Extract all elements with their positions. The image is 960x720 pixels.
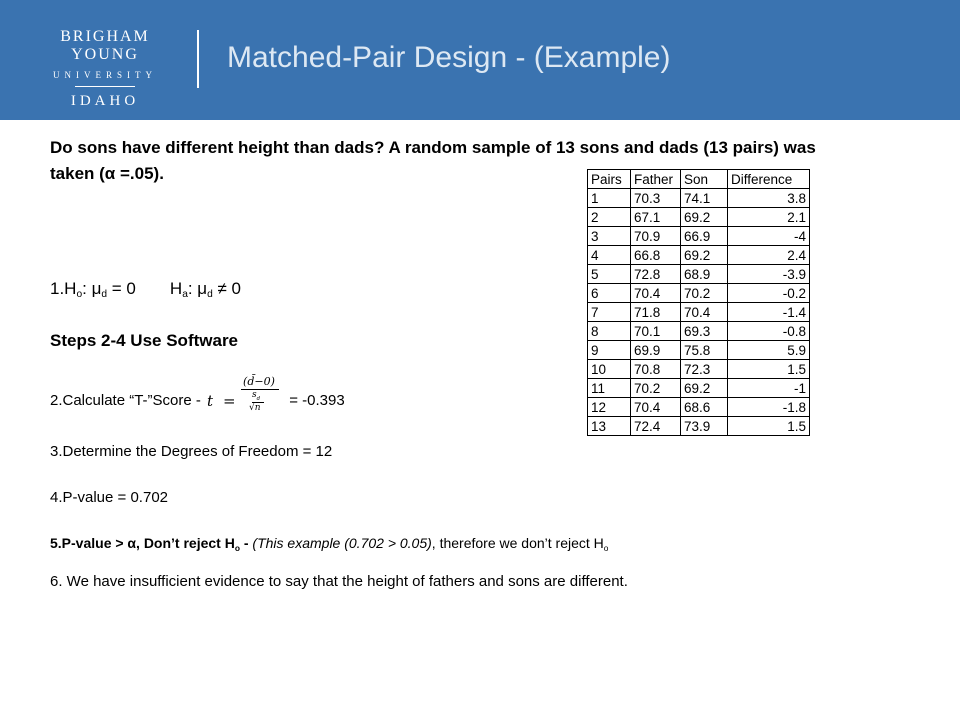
decision-dash: - (239, 535, 253, 551)
h0-mu: : μ (82, 279, 102, 298)
cell-son: 70.2 (681, 284, 728, 303)
cell-pair: 10 (588, 360, 631, 379)
cell-son: 73.9 (681, 417, 728, 436)
decision-italic: (This example (0.702 > 0.05) (252, 535, 432, 551)
p-value-line: 4.P-value = 0.702 (50, 489, 169, 506)
table-row (588, 303, 810, 322)
table-row (588, 246, 810, 265)
cell-pair: 9 (588, 341, 631, 360)
logo-line-brigham-young: BRIGHAM YOUNG (60, 28, 150, 63)
formula-equals: = (223, 392, 236, 410)
cell-difference: 1.5 (728, 417, 810, 436)
cell-pair: 6 (588, 284, 631, 303)
cell-father: 72.8 (631, 265, 681, 284)
header-father: Father (631, 170, 681, 189)
cell-pair: 4 (588, 246, 631, 265)
table-row (588, 379, 810, 398)
cell-son: 68.9 (681, 265, 728, 284)
table-row (588, 227, 810, 246)
cell-son: 75.8 (681, 341, 728, 360)
degrees-of-freedom-line: 3.Determine the Degrees of Freedom = 12 (50, 443, 333, 460)
cell-son: 70.4 (681, 303, 728, 322)
steps-heading: Steps 2-4 Use Software (50, 331, 239, 350)
header-pairs: Pairs (588, 170, 631, 189)
cell-difference: 3.8 (728, 189, 810, 208)
table-row (588, 341, 810, 360)
cell-father: 72.4 (631, 417, 681, 436)
ha-subscript: a (182, 289, 188, 300)
h0-subscript: o (76, 289, 83, 300)
cell-son: 74.1 (681, 189, 728, 208)
logo-line-university: UNIVERSITY (53, 70, 157, 80)
cell-father: 71.8 (631, 303, 681, 322)
cell-father: 70.4 (631, 398, 681, 417)
h0-value: = 0 (107, 279, 136, 298)
formula-t: t (207, 392, 214, 410)
cell-son: 72.3 (681, 360, 728, 379)
cell-difference: -3.9 (728, 265, 810, 284)
cell-son: 66.9 (681, 227, 728, 246)
cell-difference: 2.1 (728, 208, 810, 227)
cell-father: 69.9 (631, 341, 681, 360)
decision-bold: 5.P-value > α, Don’t reject H (50, 535, 235, 551)
decision-rest: , therefore we don’t reject H (431, 535, 604, 551)
cell-son: 69.2 (681, 208, 728, 227)
table-row (588, 360, 810, 379)
formula-sd (252, 390, 260, 402)
cell-difference: 5.9 (728, 341, 810, 360)
table-row (588, 284, 810, 303)
cell-pair: 11 (588, 379, 631, 398)
table-row (588, 322, 810, 341)
header-divider (197, 30, 199, 88)
slide-title: Matched-Pair Design - (Example) (227, 41, 671, 74)
cell-difference: -0.8 (728, 322, 810, 341)
table-row (588, 189, 810, 208)
decision-rest-subscript: o (603, 543, 609, 553)
cell-pair: 7 (588, 303, 631, 322)
byu-idaho-logo (25, 28, 185, 110)
cell-pair: 2 (588, 208, 631, 227)
cell-father: 70.4 (631, 284, 681, 303)
cell-difference: -1 (728, 379, 810, 398)
table-header-row (588, 170, 810, 189)
paired-data-table (587, 169, 810, 436)
conclusion-line: 6. We have insufficient evidence to say that the height of fathers and sons are different. (50, 573, 628, 590)
cell-father: 67.1 (631, 208, 681, 227)
cell-pair: 13 (588, 417, 631, 436)
header-son: Son (681, 170, 728, 189)
cell-pair: 12 (588, 398, 631, 417)
cell-difference: 1.5 (728, 360, 810, 379)
formula-sd-subscript: d (256, 396, 261, 402)
cell-father: 70.2 (631, 379, 681, 398)
cell-difference: 2.4 (728, 246, 810, 265)
cell-son: 69.3 (681, 322, 728, 341)
cell-father: 70.1 (631, 322, 681, 341)
formula-s: s (252, 390, 257, 400)
t-score-result: = -0.393 (285, 391, 345, 409)
cell-father: 70.8 (631, 360, 681, 379)
cell-father: 70.9 (631, 227, 681, 246)
header-difference: Difference (728, 170, 810, 189)
calculate-line (50, 375, 345, 421)
cell-difference: -1.4 (728, 303, 810, 322)
question-text: Do sons have different height than dads? A random sample of 13 sons and dads (13 pairs) was taken (α =.05). (50, 138, 816, 183)
table-row (588, 398, 810, 417)
cell-pair: 5 (588, 265, 631, 284)
h0-prefix: 1.H (50, 279, 77, 298)
t-score-formula (207, 375, 281, 421)
ha-mu: : μ (187, 279, 208, 298)
cell-father: 66.8 (631, 246, 681, 265)
formula-numerator: (d̄−0) (243, 375, 275, 388)
ha-d-subscript: d (207, 289, 213, 300)
cell-son: 69.2 (681, 246, 728, 265)
cell-difference: -0.2 (728, 284, 810, 303)
h0-d-subscript: d (101, 289, 108, 300)
table-row (588, 265, 810, 284)
table-row (588, 417, 810, 436)
cell-difference: -4 (728, 227, 810, 246)
table-row (588, 208, 810, 227)
cell-difference: -1.8 (728, 398, 810, 417)
hypotheses-line (50, 279, 241, 300)
cell-son: 69.2 (681, 379, 728, 398)
formula-sqrt-n: √n (249, 403, 261, 413)
ha-h: H (169, 279, 183, 298)
header-bar (0, 0, 960, 120)
decision-bold-subscript: o (234, 543, 240, 553)
cell-pair: 1 (588, 189, 631, 208)
logo-rule (75, 86, 135, 87)
cell-pair: 3 (588, 227, 631, 246)
ha-value: ≠ 0 (212, 279, 242, 298)
logo-line-idaho: IDAHO (70, 93, 140, 109)
decision-line (50, 535, 608, 553)
cell-pair: 8 (588, 322, 631, 341)
calculate-label: 2.Calculate “T-”Score - (50, 391, 206, 409)
cell-father: 70.3 (631, 189, 681, 208)
cell-son: 68.6 (681, 398, 728, 417)
